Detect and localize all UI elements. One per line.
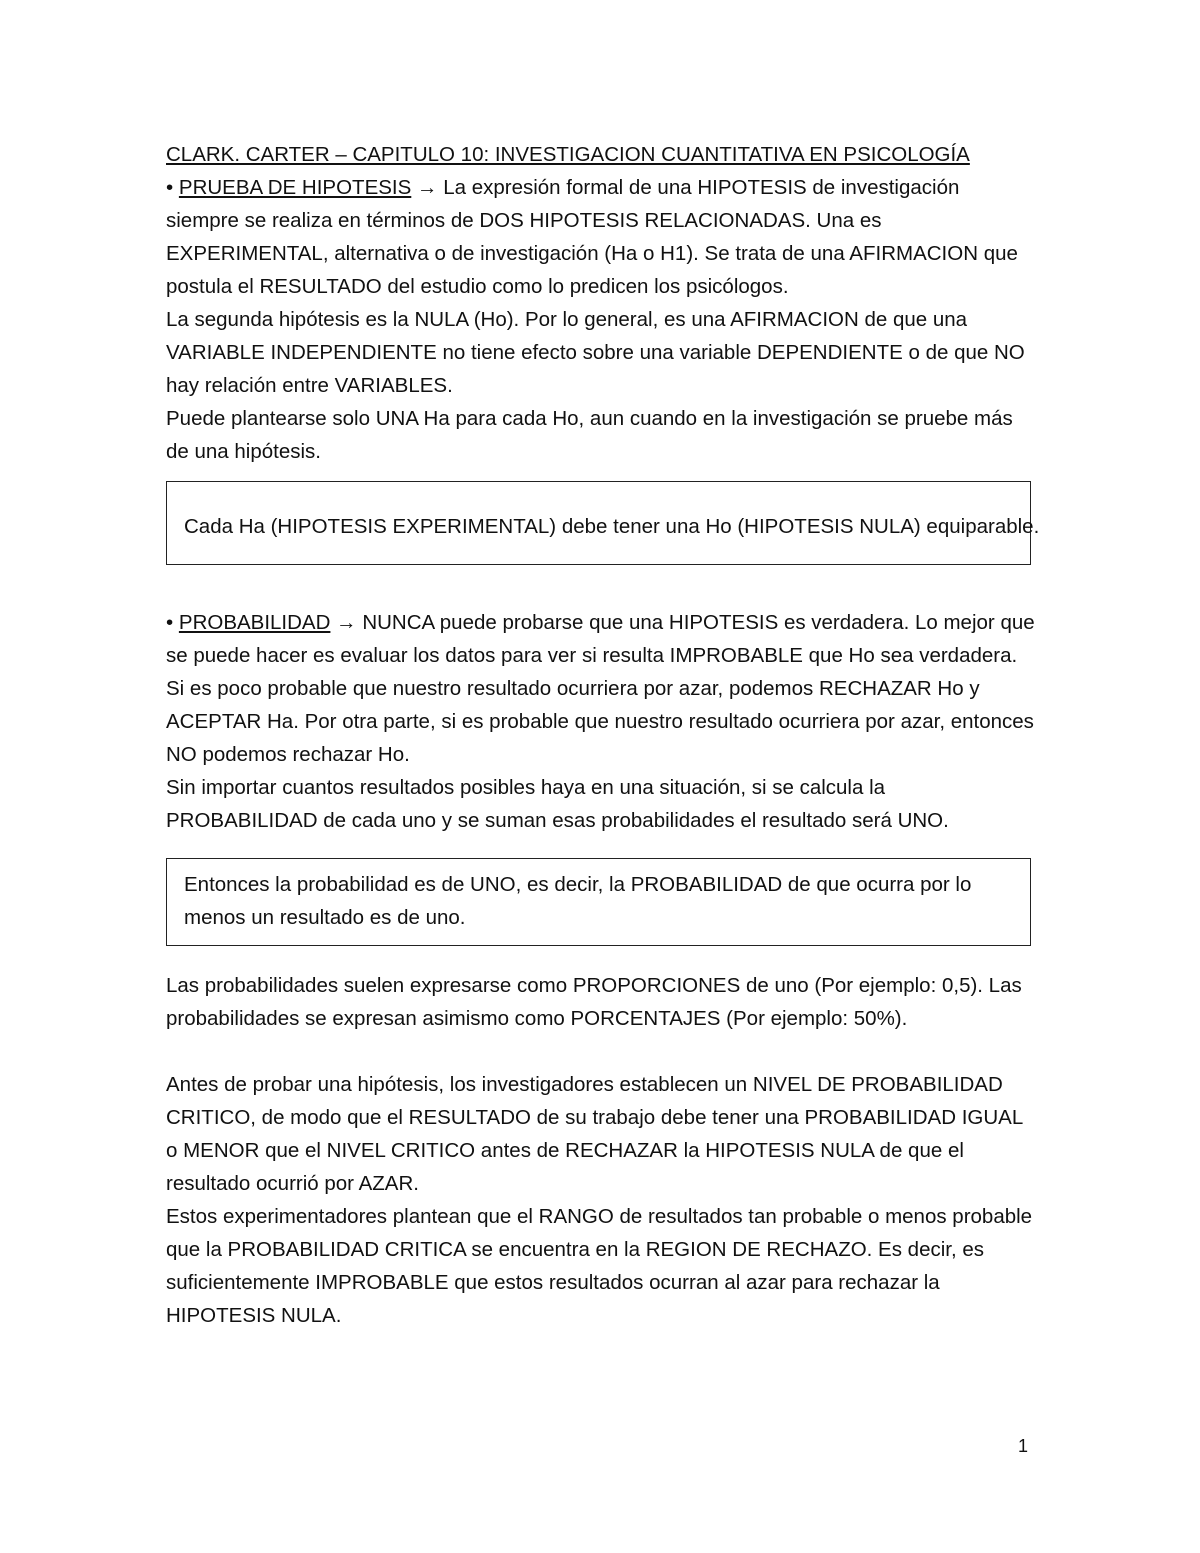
document-title: CLARK. CARTER – CAPITULO 10: INVESTIGACION CUANTITATIVA EN PSICOLOGÍA	[166, 143, 970, 166]
paragraph-probabilidad	[166, 606, 1036, 672]
callout-box-probabilidad	[166, 858, 1031, 946]
arrow-icon: →	[336, 611, 357, 634]
callout-text: Cada Ha (HIPOTESIS EXPERIMENTAL) debe tener una Ho (HIPOTESIS NULA) equiparable.	[184, 515, 1040, 538]
paragraph-hipotesis-nula: La segunda hipótesis es la NULA (Ho). Por lo general, es una AFIRMACION de que una VARIABLE INDEPENDIENTE no tiene efecto sobre una variable DEPENDIENTE o de que NO hay relación entre VARIABLES.	[166, 308, 1025, 397]
document-page	[166, 138, 1040, 1332]
paragraph-rechazar-ho: Si es poco probable que nuestro resultado ocurriera por azar, podemos RECHAZAR Ho y ACEPTAR Ha. Por otra parte, si es probable que nuestro resultado ocurriera por azar, entonces NO podemos rechazar Ho.	[166, 677, 1034, 766]
spacer	[166, 946, 1036, 969]
paragraph-region-de-rechazo: Estos experimentadores plantean que el RANGO de resultados tan probable o menos probable que la PROBABILIDAD CRITICA se encuentra en la REGION DE RECHAZO. Es decir, es suficientemente IMPROBABLE que estos resultados ocurran al azar para rechazar la HIPOTESIS NULA.	[166, 1205, 1033, 1327]
heading-prueba-de-hipotesis: PRUEBA DE HIPOTESIS	[178, 176, 412, 199]
paragraph-proporciones: Las probabilidades suelen expresarse como PROPORCIONES de uno (Por ejemplo: 0,5). Las probabilidades se expresan asimismo como PORCENTAJES (Por ejemplo: 50%).	[166, 974, 1022, 1030]
arrow-icon: →	[417, 176, 438, 199]
heading-probabilidad: PROBABILIDAD	[178, 611, 331, 634]
paragraph-suma-probabilidades: Sin importar cuantos resultados posibles haya en una situación, si se calcula la PROBABILIDAD de cada uno y se suman esas probabilidades el resultado será UNO.	[166, 776, 949, 832]
paragraph-una-ha-por-ho: Puede plantearse solo UNA Ha para cada Ho, aun cuando en la investigación se pruebe más de una hipótesis.	[166, 407, 1013, 463]
page-number: 1	[1018, 1436, 1029, 1456]
spacer	[166, 565, 1036, 606]
paragraph-text: NUNCA puede probarse que una HIPOTESIS es verdadera. Lo mejor que se puede hacer es evaluar los datos para ver si resulta IMPROBABLE que Ho sea verdadera.	[166, 611, 1035, 667]
paragraph-text: La expresión formal de una HIPOTESIS de investigación siempre se realiza en términos de DOS HIPOTESIS RELACIONADAS. Una es EXPERIMENTAL, alternativa o de investigación (Ha o H1). Se trata de una AFIRMACION que postula el RESULTADO del estudio como lo predicen los psicólogos.	[166, 176, 1018, 298]
spacer	[166, 1035, 1036, 1068]
callout-box-hipotesis	[166, 481, 1040, 565]
bullet: •	[166, 176, 174, 199]
callout-text: Entonces la probabilidad es de UNO, es decir, la PROBABILIDAD de que ocurra por lo menos un resultado es de uno.	[184, 873, 972, 929]
paragraph-nivel-critico: Antes de probar una hipótesis, los investigadores establecen un NIVEL DE PROBABILIDAD CRITICO, de modo que el RESULTADO de su trabajo debe tener una PROBABILIDAD IGUAL o MENOR que el NIVEL CRITICO antes de RECHAZAR la HIPOTESIS NULA de que el resultado ocurrió por AZAR.	[166, 1073, 1023, 1195]
paragraph-prueba-de-hipotesis	[166, 171, 1036, 303]
bullet: •	[166, 611, 174, 634]
